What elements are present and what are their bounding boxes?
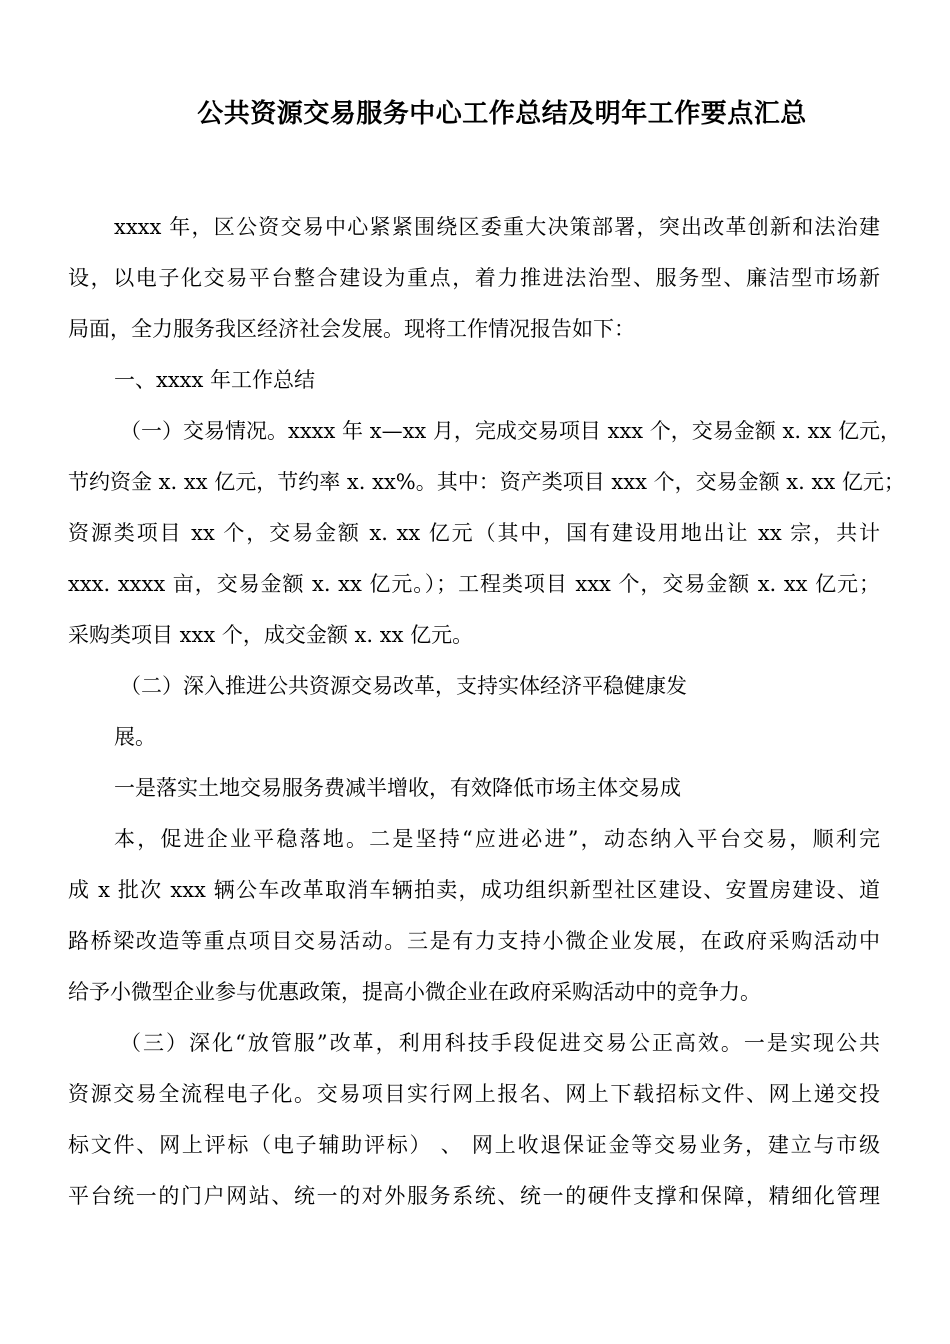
subheading-reform-line-1: （二）深入推进公共资源交易改革，支持实体经济平稳健康发: [120, 674, 687, 698]
paragraph-transactions-line-2: 节约资金 x. xx 亿元，节约率 x. xx%。其中：资产类项目 xxx 个，交易金额 x. xx 亿元；: [68, 470, 905, 494]
section-heading-summary: 一、xxxx 年工作总结: [114, 368, 316, 392]
paragraph-reform-line-4: 路桥梁改造等重点项目交易活动。三是有力支持小微企业发展，在政府采购活动中: [68, 929, 880, 953]
paragraph-reform-line-5: 给予小微型企业参与优惠政策，提高小微企业在政府采购活动中的竞争力。: [68, 980, 761, 1004]
paragraph-service-line-3: 标文件、网上评标（电子辅助评标） 、 网上收退保证金等交易业务，建立与市级: [68, 1133, 880, 1157]
paragraph-transactions-line-3: 资源类项目 xx 个，交易金额 x. xx 亿元（其中，国有建设用地出让 xx 宗，共计: [68, 521, 880, 545]
paragraph-service-line-4: 平台统一的门户网站、统一的对外服务系统、统一的硬件支撑和保障，精细化管理: [68, 1184, 880, 1208]
subheading-reform-line-2: 展。: [114, 725, 156, 749]
paragraph-transactions-line-5: 采购类项目 xxx 个，成交金额 x. xx 亿元。: [68, 623, 474, 647]
paragraph-reform-line-2: 本，促进企业平稳落地。二是坚持“应进必进”，动态纳入平台交易，顺利完: [114, 827, 880, 851]
paragraph-intro-line-1: xxxx 年，区公资交易中心紧紧围绕区委重大决策部署，突出改革创新和法治建: [114, 215, 880, 239]
paragraph-intro-line-3: 局面，全力服务我区经济社会发展。现将工作情况报告如下：: [68, 317, 635, 341]
paragraph-service-line-1: （三）深化“放管服”改革，利用科技手段促进交易公正高效。一是实现公共: [120, 1031, 880, 1055]
paragraph-intro-line-2: 设，以电子化交易平台整合建设为重点，着力推进法治型、服务型、廉洁型市场新: [68, 266, 880, 290]
paragraph-transactions-line-1: （一）交易情况。xxxx 年 x—xx 月，完成交易项目 xxx 个，交易金额 x. xx 亿元，: [120, 419, 902, 443]
paragraph-reform-line-3: 成 x 批次 xxx 辆公车改革取消车辆拍卖，成功组织新型社区建设、安置房建设、道: [68, 878, 880, 902]
paragraph-transactions-line-4: xxx. xxxx 亩，交易金额 x. xx 亿元。）；工程类项目 xxx 个，交易金额 x. xx 亿元；: [68, 572, 880, 596]
document-title: 公共资源交易服务中心工作总结及明年工作要点汇总: [197, 99, 807, 129]
paragraph-reform-line-1: 一是落实土地交易服务费减半增收，有效降低市场主体交易成: [114, 776, 681, 800]
paragraph-service-line-2: 资源交易全流程电子化。交易项目实行网上报名、网上下载招标文件、网上递交投: [68, 1082, 880, 1106]
